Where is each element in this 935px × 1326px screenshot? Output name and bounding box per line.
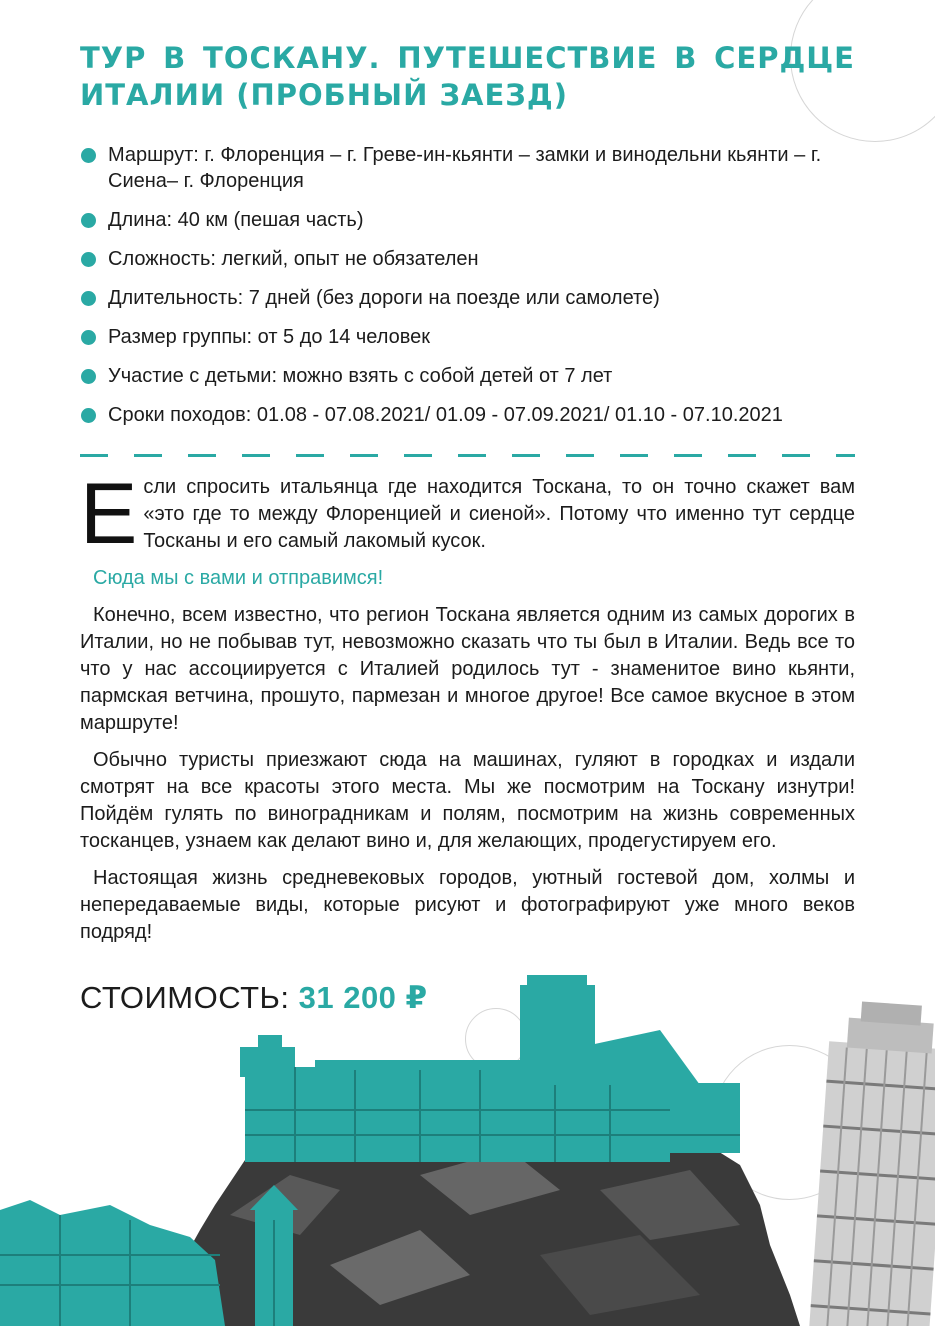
tuscany-illustration: [0, 975, 935, 1326]
dashed-divider: [80, 454, 855, 457]
bullet-dot-icon: [81, 408, 96, 423]
fact-text: Участие с детьми: можно взять с собой детей от 7 лет: [108, 365, 613, 387]
fact-text: Длина: 40 км (пешая часть): [108, 209, 364, 231]
tour-facts-list: [80, 142, 870, 441]
price-label: СТОИМОСТЬ:: [80, 980, 290, 1015]
bullet-dot-icon: [81, 148, 96, 163]
fact-text: Сложность: легкий, опыт не обязателен: [108, 248, 479, 270]
fact-text: Маршрут: г. Флоренция – г. Греве-ин-кьянти – замки и винодельни кьянти – г. Сиена– г. Флоренция: [108, 144, 822, 192]
bullet-dot-icon: [81, 369, 96, 384]
intro-text: сли спросить итальянца где находится Тоскана, то он точно скажет вам «это где то между Флоренцией и сиеной». Потому что именно тут сердце Тосканы и его самый лакомый кусок.: [143, 476, 855, 552]
body-paragraph: Конечно, всем известно, что регион Тоскана является одним из самых дорогих в Италии, но не побывав тут, невозможно сказать что ты был в Италии. Ведь все то что у нас ассоциируется с Италией родилось тут - знаменитое вино кьянти, пармская ветчина, прошуто, пармезан и многое другое! Все самое вкусное в этом маршруте!: [80, 604, 855, 734]
body-paragraph: Обычно туристы приезжают сюда на машинах, гуляют в городках и издали смотрят на все красоты этого места. Мы же посмотрим на Тоскану изнутри! Пойдём гулять по виноградникам и полям, посмотрим на жизнь современных тосканцев, узнаем как делают вино и, для желающих, продегустируем его.: [80, 749, 855, 852]
page-title: ТУР В ТОСКАНУ. ПУТЕШЕСТВИЕ В СЕРДЦЕ ИТАЛИИ (ПРОБНЫЙ ЗАЕЗД): [80, 41, 855, 112]
bullet-dot-icon: [81, 213, 96, 228]
fact-children: [80, 363, 870, 389]
intro-paragraph: [80, 466, 855, 562]
bullet-dot-icon: [81, 252, 96, 267]
leaning-tower: [809, 999, 935, 1326]
fact-group-size: [80, 324, 870, 350]
bullet-dot-icon: [81, 330, 96, 345]
fact-text: Сроки походов: 01.08 - 07.08.2021/ 01.09 - 07.09.2021/ 01.10 - 07.10.2021: [108, 404, 783, 426]
fact-length: [80, 207, 870, 233]
bullet-dot-icon: [81, 291, 96, 306]
castle: [240, 975, 740, 1162]
fact-difficulty: [80, 246, 870, 272]
fact-route: [80, 142, 870, 194]
drop-cap: Е: [80, 466, 138, 562]
lead-line: Сюда мы с вами и отправимся!: [93, 567, 384, 589]
price-amount: 31 200 ₽: [298, 980, 428, 1015]
body-paragraph: Настоящая жизнь средневековых городов, уютный гостевой дом, холмы и непередаваемые виды, которые рисуют и фотографируют уже много веков подряд!: [80, 867, 855, 943]
fact-text: Размер группы: от 5 до 14 человек: [108, 326, 431, 348]
fact-text: Длительность: 7 дней (без дороги на поезде или самолете): [108, 287, 660, 309]
fact-dates: [80, 402, 870, 428]
fact-duration: [80, 285, 870, 311]
article-body: [80, 466, 855, 956]
